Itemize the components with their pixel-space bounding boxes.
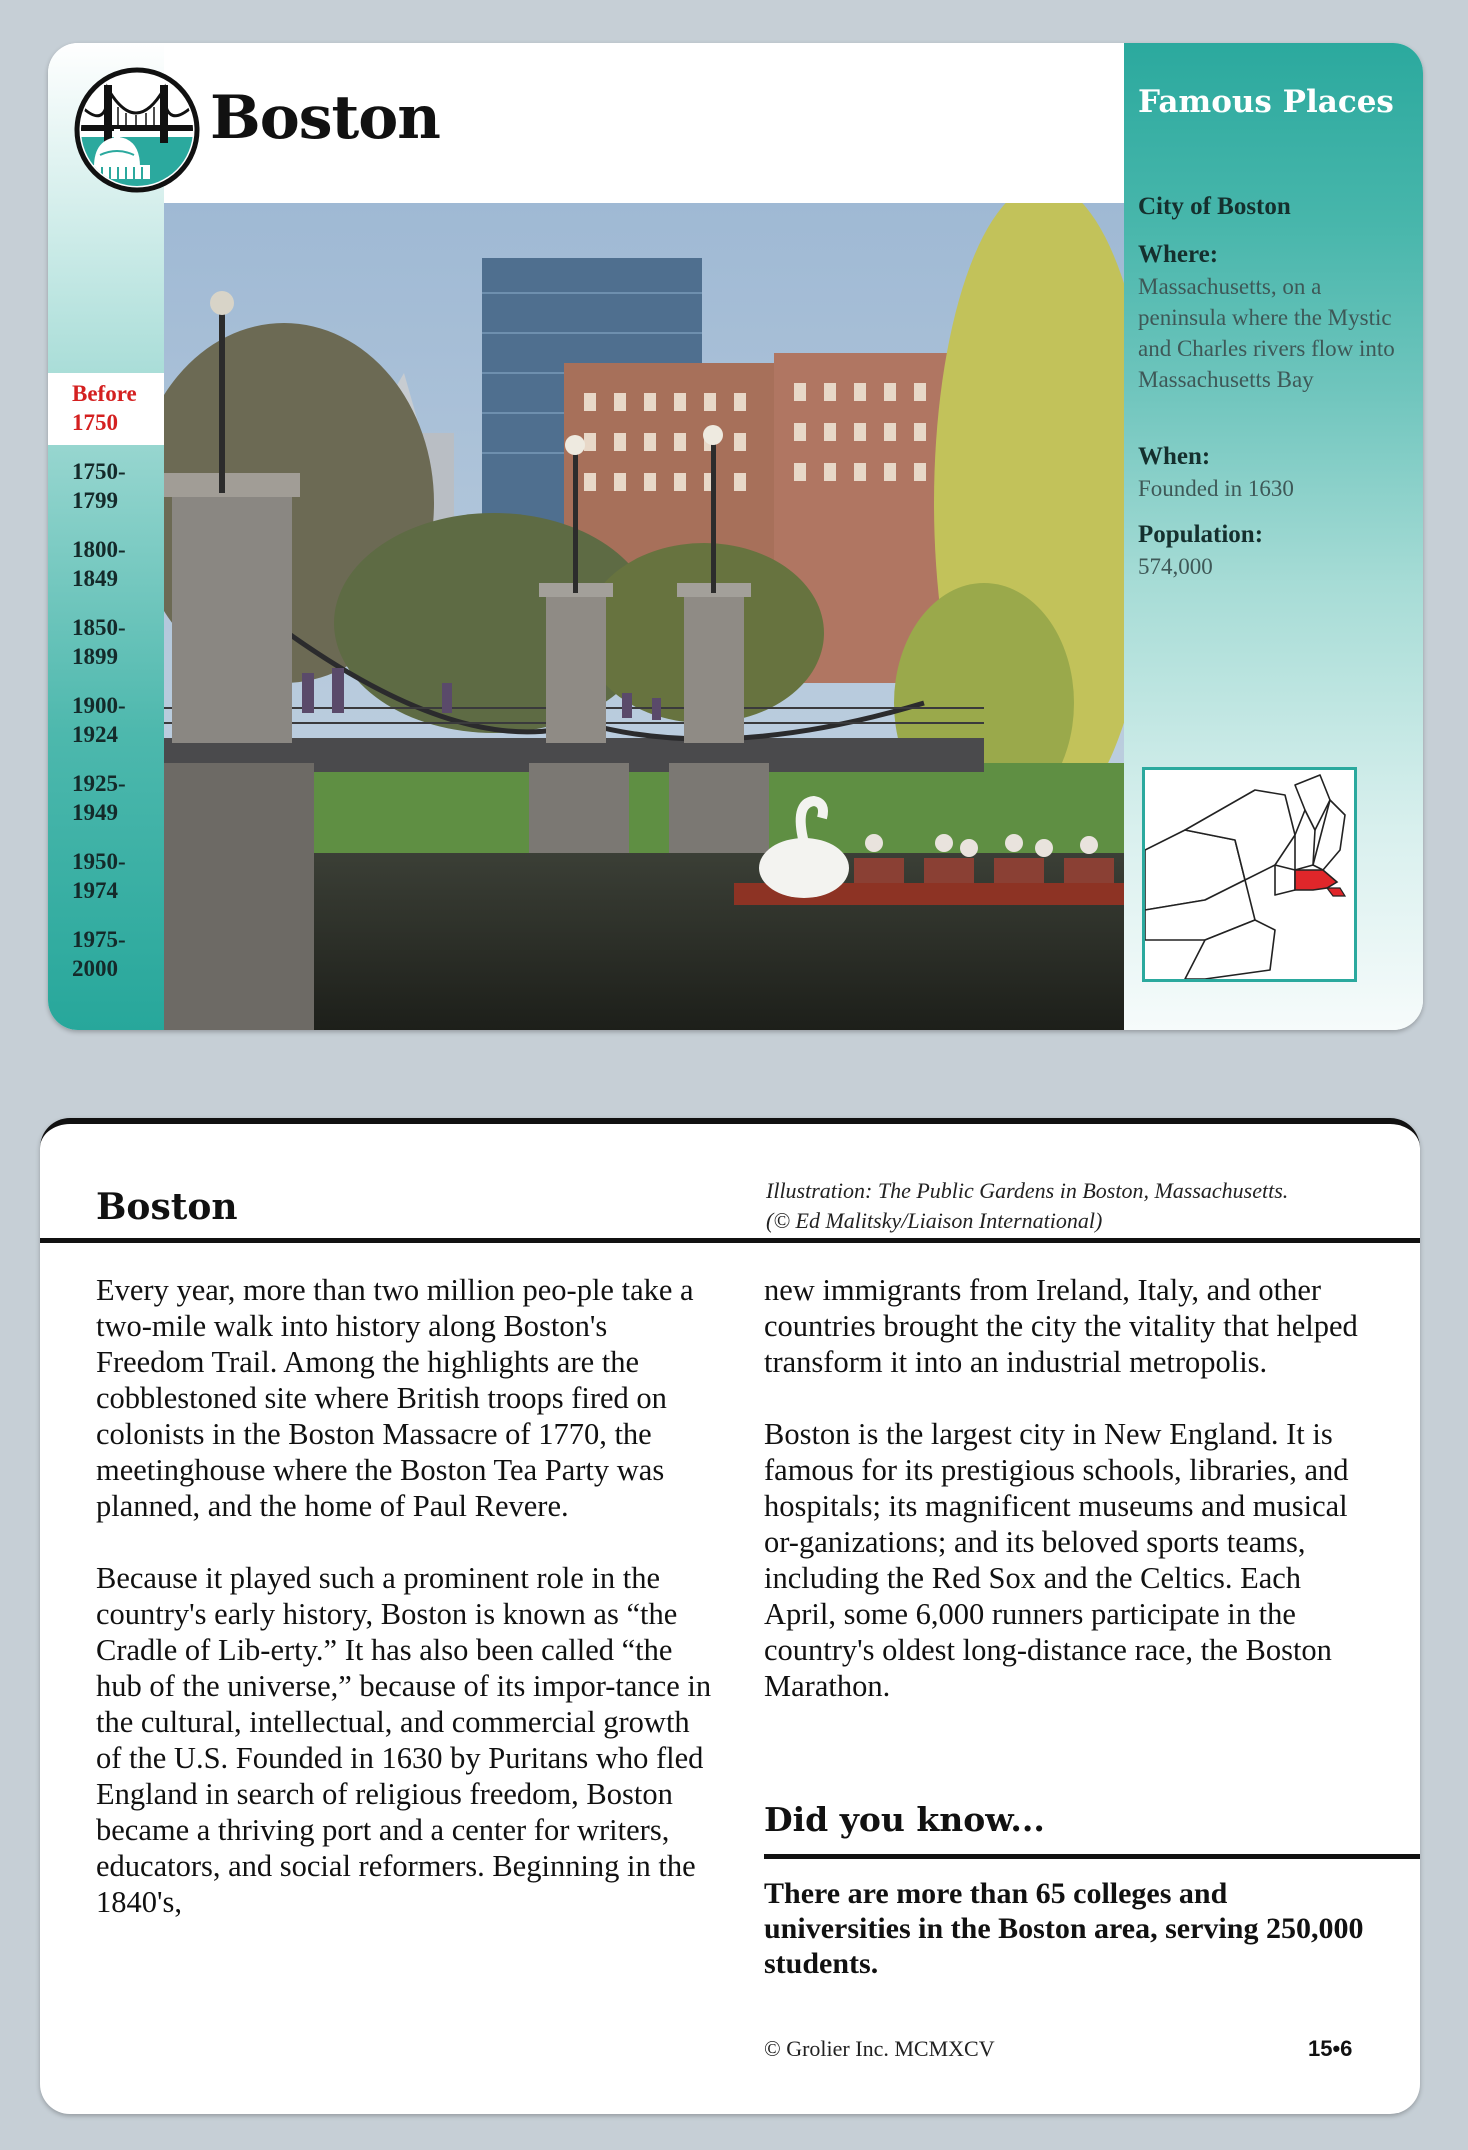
era-tab-1950-1974[interactable]: [48, 841, 164, 919]
subject-name: City of Boston: [1138, 193, 1291, 220]
era-tabs: [48, 373, 164, 997]
era-tab-1975-2000[interactable]: [48, 919, 164, 997]
back-title: Boston: [96, 1186, 238, 1228]
photo-caption: [766, 1176, 1386, 1236]
copyright: © Grolier Inc. MCMXCV: [764, 2036, 995, 2061]
caption-line-2: (© Ed Malitsky/Liaison International): [766, 1208, 1103, 1233]
era-tab-before-1750[interactable]: [48, 373, 164, 445]
front-title: Boston: [210, 83, 440, 153]
did-you-know-fact: There are more than 65 colleges and universities in the Boston area, serving 250,000 students.: [764, 1877, 1364, 1980]
when-label: When:: [1138, 443, 1211, 470]
left-column: [96, 1272, 716, 1956]
caption-line-1: Illustration: The Public Gardens in Boston, Massachusetts.: [766, 1178, 1289, 1203]
paragraph: Every year, more than two million peo-ple take a two-mile walk into history along Boston's Freedom Trail. Among the highlights are the cobblestoned site where British troops fired on colonists in the Boston Massacre of 1770, the meetinghouse where the Boston Tea Party was planned, and the home of Paul Revere.: [96, 1273, 694, 1523]
era-tab-1850-1899[interactable]: [48, 607, 164, 685]
paragraph: new immigrants from Ireland, Italy, and other countries brought the city the vitality that helped transform it into an industrial metropolis.: [764, 1273, 1358, 1379]
population-label: Population:: [1138, 521, 1264, 548]
public-garden-photo: [164, 203, 1124, 1030]
header-rule: [40, 1238, 1420, 1243]
did-you-know-heading: Did you know...: [764, 1800, 1045, 1839]
era-label: 1850- 1899: [72, 615, 126, 669]
northeast-us-map-massachusetts-highlighted: [1142, 767, 1357, 982]
era-tab-1900-1924[interactable]: [48, 685, 164, 763]
where-label: Where:: [1138, 241, 1219, 268]
card-number: 15•6: [1308, 2036, 1353, 2061]
population-value: 574,000: [1138, 554, 1213, 579]
panel-heading: Famous Places: [1138, 84, 1394, 120]
era-tab-1750-1799[interactable]: [48, 451, 164, 529]
front-card: [48, 43, 1423, 1030]
era-label: 1900- 1924: [72, 693, 126, 747]
era-label: 1925- 1949: [72, 771, 126, 825]
era-label: Before 1750: [72, 381, 137, 435]
era-tab-1800-1849[interactable]: [48, 529, 164, 607]
when-value: Founded in 1630: [1138, 476, 1294, 501]
era-label: 1750- 1799: [72, 459, 126, 513]
bridge-capitol-emblem-icon: [74, 67, 200, 193]
paragraph: Because it played such a prominent role in the country's early history, Boston is known as “the Cradle of Lib-erty.” It has also been called “the hub of the universe,” because of its impor-tance in the cultural, intellectual, and commercial growth of the U.S. Founded in 1630 by Puritans who fled England in search of religious freedom, Boston became a thriving port and a center for writers, educators, and social reformers. Beginning in the 1840's,: [96, 1561, 712, 1919]
era-label: 1975- 2000: [72, 927, 126, 981]
era-tab-1925-1949[interactable]: [48, 763, 164, 841]
paragraph: Boston is the largest city in New England. It is famous for its prestigious schools, libraries, and hospitals; its magnificent museums and musical or-ganizations; and its beloved sports teams, including the Red Sox and the Celtics. Each April, some 6,000 runners participate in the country's oldest long-distance race, the Boston Marathon.: [764, 1417, 1349, 1703]
did-you-know-rule: [764, 1854, 1420, 1859]
where-value: Massachusetts, on a peninsula where the Mystic and Charles rivers flow into Massachusetts Bay: [1138, 274, 1395, 392]
era-label: 1950- 1974: [72, 849, 126, 903]
right-column: [764, 1272, 1364, 1740]
era-label: 1800- 1849: [72, 537, 126, 591]
back-card: [40, 1118, 1420, 2114]
